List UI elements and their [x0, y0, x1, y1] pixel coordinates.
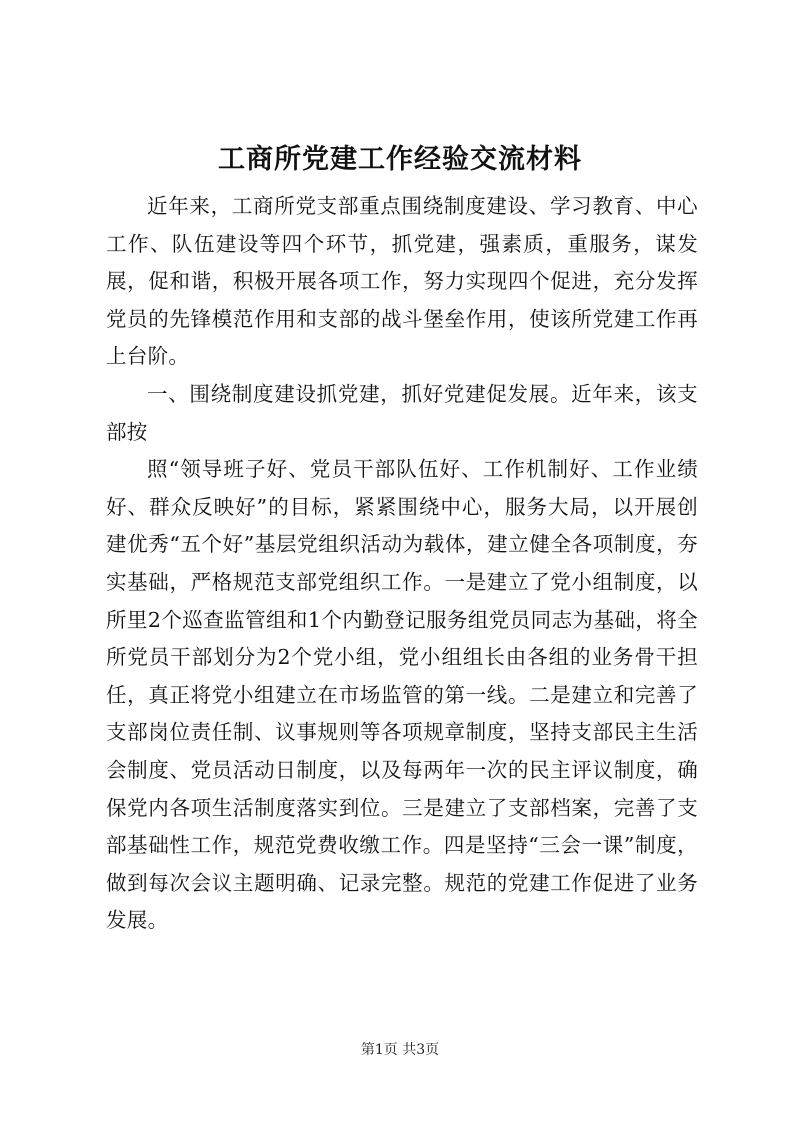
document-title: 工商所党建工作经验交流材料 — [218, 144, 582, 175]
paragraph-section-one-heading: 一、围绕制度建设抓党建，抓好党建促发展。近年来，该支部按 — [106, 381, 698, 444]
page-number-footer: 第1页 共3页 — [360, 1042, 440, 1058]
document-body — [106, 188, 698, 940]
paragraph-intro: 近年来，工商所党支部重点围绕制度建设、学习教育、中心工作、队伍建设等四个环节，抓党建，强素质，重服务，谋发展，促和谐，积极开展各项工作，努力实现四个促进，充分发挥党员的先锋模范作用和支部的战斗堡垒作用，使该所党建工作再上台阶。 — [106, 194, 698, 369]
paragraph-section-one-body: 照“领导班子好、党员干部队伍好、工作机制好、工作业绩好、群众反映好”的目标，紧紧围绕中心，服务大局，以开展创建优秀“五个好”基层党组织活动为载体，建立健全各项制度，夯实基础，严格规范支部党组织工作。一是建立了党小组制度，以所里2个巡查监管组和1个内勤登记服务组党员同志为基础，将全所党员干部划分为2个党小组，党小组组长由各组的业务骨干担任，真正将党小组建立在市场监管的第一线。二是建立和完善了支部岗位责任制、议事规则等各项规章制度，坚持支部民主生活会制度、党员活动日制度，以及每两年一次的民主评议制度，确保党内各项生活制度落实到位。三是建立了支部档案，完善了支部基础性工作，规范党费收缴工作。四是坚持“三会一课”制度，做到每次会议主题明确、记录完整。规范的党建工作促进了业务发展。 — [106, 457, 698, 933]
